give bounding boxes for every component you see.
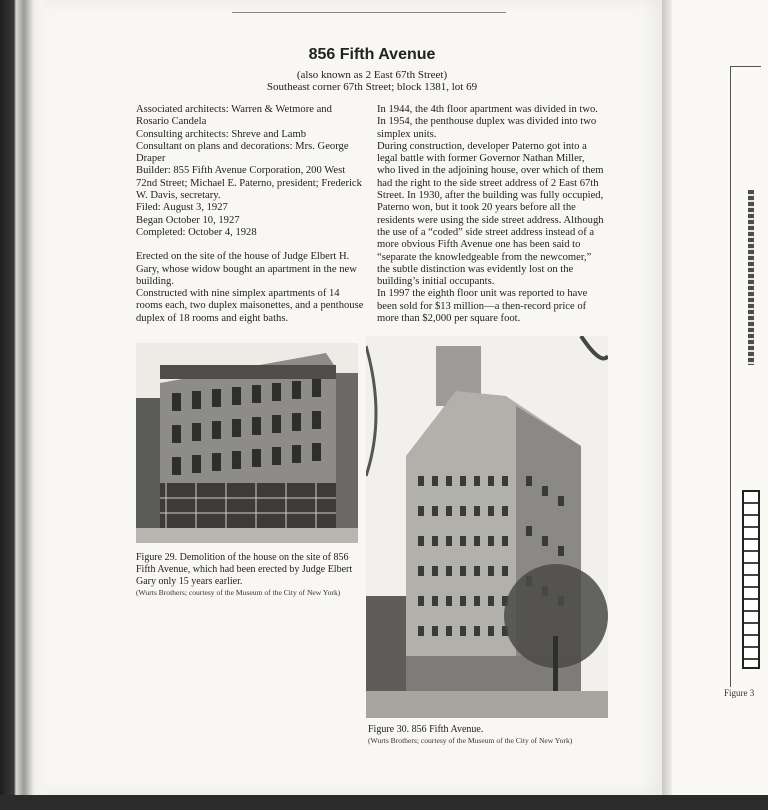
header-rule — [232, 12, 506, 13]
credit-line: Filed: August 3, 1927 — [136, 202, 228, 214]
body-paragraph: In 1997 the eighth floor unit was reported to have been sold for $13 million—a then-record price of more than $2,000 per square foot. — [377, 288, 588, 325]
credit-line: Associated architects: Warren & Wetmore and Rosario Candela — [136, 104, 332, 128]
figure-29-caption-block — [136, 552, 358, 598]
figure-29-photo — [136, 343, 358, 543]
credit-line: Completed: October 4, 1928 — [136, 226, 257, 238]
credit-line: Consulting architects: Shreve and Lamb — [136, 128, 307, 140]
figure-30-credit: (Wurts Brothers; courtesy of the Museum of the City of New York) — [368, 736, 573, 745]
history-paragraph: Erected on the site of the house of Judge Elbert H. Gary, whose widow bought an apartment in the new building. — [136, 251, 357, 287]
page-subtitle: (also known as 2 East 67th Street) — [296, 69, 448, 81]
facing-page-drawing-detail — [742, 490, 760, 669]
page-address: Southeast corner 67th Street; block 1381, lot 69 — [266, 81, 478, 93]
page-gutter — [662, 0, 672, 795]
history-paragraph: Constructed with nine simplex apartments of 14 rooms each, two duplex maisonettes, and a penthouse duplex of 18 rooms and eight baths. — [136, 288, 364, 324]
page-title: 856 Fifth Avenue — [308, 46, 436, 63]
credit-line: Consultant on plans and decorations: Mrs. George Draper — [136, 140, 349, 165]
figure-30-caption-block — [368, 724, 608, 746]
scan-bottom-edge — [0, 795, 768, 810]
credit-line: Began October 10, 1927 — [136, 214, 240, 226]
figure-29-credit: (Wurts Brothers; courtesy of the Museum of the City of New York) — [136, 588, 341, 597]
facing-page-drawing-detail — [748, 190, 754, 365]
right-column — [377, 104, 605, 325]
body-paragraph: During construction, developer Paterno got into a legal battle with former Governor Nathan Miller, who lived in the adjoining house, over which of them had the right to the side street address of 2 East 67th Street. In 1930, after the building was fully occupied, Paterno won, but it took 20 years before all the residents were using the side street address. Although the use of a “coded” side street address instead of a more obvious Fifth Avenue one has been said to “separate the knowledgeable from the newcomer,” the subtle distinction was evidently lost on the building’s initial occupants. — [377, 140, 604, 288]
book-left-edge — [0, 0, 46, 795]
facing-page-caption: Figure 3 — [724, 688, 755, 698]
credit-line: Builder: 855 Fifth Avenue Corporation, 200 West 72nd Street; Michael E. Paterno, president; Frederick W. Davis, secretary. — [136, 165, 362, 202]
figure-30-photo — [366, 336, 608, 718]
figure-30-caption: Figure 30. 856 Fifth Avenue. — [368, 724, 484, 735]
left-column — [136, 104, 364, 325]
body-paragraph: In 1944, the 4th floor apartment was divided in two. In 1954, the penthouse duplex was divided into two simplex units. — [377, 104, 598, 140]
figure-29-caption: Figure 29. Demolition of the house on the site of 856 Fifth Avenue, which had been erected by Judge Elbert Gary only 15 years earlier. — [136, 552, 353, 587]
